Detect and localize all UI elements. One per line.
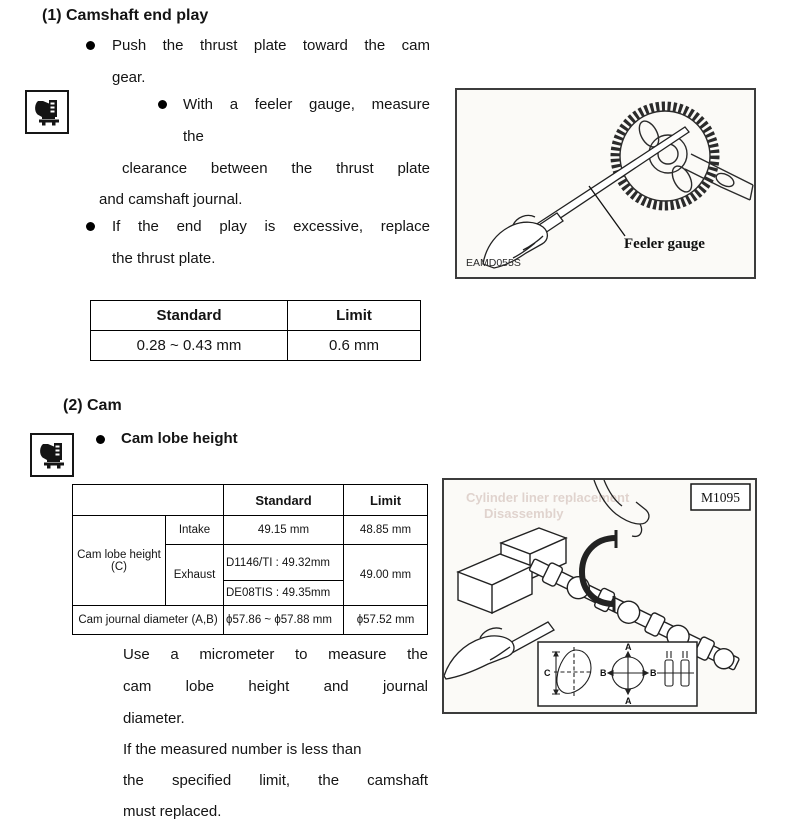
s1-bullet2-line1: With a feeler gauge, measure <box>183 96 430 113</box>
inset-label-a-bottom: A <box>625 696 632 706</box>
s1-bullet1-line1: Push the thrust plate toward the cam <box>112 37 430 54</box>
s2-para2-line2: the specified limit, the camshaft <box>123 772 428 789</box>
inset-label-c: C <box>544 668 551 678</box>
camshaft-illustration <box>444 480 755 712</box>
s2-para1-line2: cam lobe height and journal <box>123 678 428 695</box>
end-play-table <box>90 300 421 361</box>
s1-bullet2-line2: the <box>183 128 204 145</box>
spec-group-label <box>73 516 166 606</box>
s2-bullet-label: Cam lobe height <box>121 430 238 447</box>
group-label-line2: (C) <box>111 560 127 573</box>
figure1-code: EAMD055S <box>466 257 521 269</box>
spec-exhaust-standard-d1146: D1146/TI : 49.32mm <box>224 545 344 581</box>
cam-spec-table <box>72 484 428 635</box>
end-play-standard-value: 0.28 ~ 0.43 mm <box>91 331 288 361</box>
s1-bullet3-line1: If the end play is excessive, replace <box>112 218 430 235</box>
cam-gear-drawing <box>615 106 753 206</box>
end-play-limit-value: 0.6 mm <box>288 331 421 361</box>
section1-heading: (1) Camshaft end play <box>42 7 209 24</box>
micrometer-icon <box>36 439 68 471</box>
end-play-header-limit: Limit <box>288 301 421 331</box>
group-label-line1: Cam lobe height <box>77 548 161 561</box>
ghost-line1: Cylinder liner replacement <box>466 490 630 505</box>
s2-para2-line1: If the measured number is less than <box>123 741 362 758</box>
spec-intake-label: Intake <box>166 516 224 545</box>
spec-intake-limit: 48.85 mm <box>344 516 428 545</box>
spec-header-empty <box>73 485 224 516</box>
s2-para2-line3: must replaced. <box>123 803 222 820</box>
spec-intake-standard: 49.15 mm <box>224 516 344 545</box>
spec-header-limit: Limit <box>344 485 428 516</box>
upper-hand-drawing <box>594 480 649 536</box>
bullet-dot <box>86 222 95 231</box>
inset-label-b-right: B <box>650 668 657 678</box>
section2-heading: (2) Cam <box>63 397 122 414</box>
s2-para1-line1: Use a micrometer to measure the <box>123 646 428 663</box>
inset-label-b-left: B <box>600 668 607 678</box>
figure1-caption: Feeler gauge <box>624 236 705 252</box>
bullet-dot <box>158 100 167 109</box>
s2-para1-line3: diameter. <box>123 710 185 727</box>
figure2-code: M1095 <box>700 490 741 505</box>
spec-journal-standard: ϕ57.86 ~ ϕ57.88 mm <box>224 606 344 635</box>
measure-tool-icon <box>30 433 74 477</box>
inset-diagram <box>538 642 697 706</box>
measure-tool-icon <box>25 90 69 134</box>
spec-exhaust-label: Exhaust <box>166 545 224 606</box>
feeler-gauge-illustration <box>457 90 754 277</box>
spec-exhaust-limit: 49.00 mm <box>344 545 428 606</box>
micrometer-icon <box>31 96 63 128</box>
s1-bullet1-line2: gear. <box>112 69 146 86</box>
spec-header-standard: Standard <box>224 485 344 516</box>
spec-journal-label: Cam journal diameter (A,B) <box>73 606 224 635</box>
bullet-dot <box>96 435 105 444</box>
spec-journal-limit: ϕ57.52 mm <box>344 606 428 635</box>
ghost-line2: Disassembly <box>484 506 564 521</box>
s1-cont-line2: and camshaft journal. <box>99 191 243 208</box>
end-play-header-standard: Standard <box>91 301 288 331</box>
s1-bullet3-line2: the thrust plate. <box>112 250 216 267</box>
inset-label-a-top: A <box>625 642 632 652</box>
s1-cont-line1: clearance between the thrust plate <box>122 160 430 177</box>
ghost-bleed-text <box>466 490 630 521</box>
bullet-dot <box>86 41 95 50</box>
spec-exhaust-standard-de08tis: DE08TIS : 49.35mm <box>224 581 344 606</box>
callout-line <box>589 186 625 236</box>
figure-feeler-gauge <box>455 88 756 279</box>
figure-camshaft-measure <box>442 478 757 714</box>
